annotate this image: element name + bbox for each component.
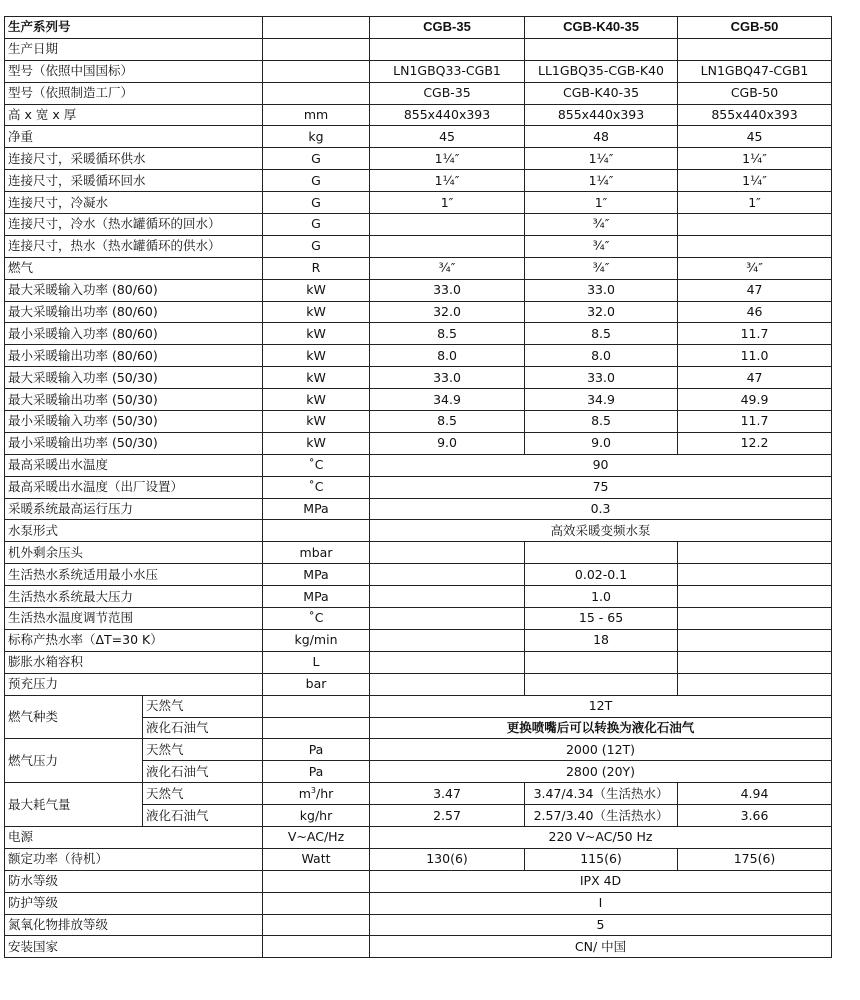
- row-label: 机外剩余压头: [5, 542, 263, 564]
- value-cell: 90: [370, 454, 832, 476]
- unit-cell: kW: [263, 301, 370, 323]
- row-label: 最大采暖输出功率 (50/30): [5, 389, 263, 411]
- unit-tail: /hr: [316, 785, 334, 801]
- unit-cell: kW: [263, 367, 370, 389]
- value-cell: 3.47/4.34（生活热水）: [525, 783, 678, 805]
- value-cell: 2000 (12T): [370, 739, 832, 761]
- unit-cell: kg/hr: [263, 805, 370, 827]
- unit-cell: kg: [263, 126, 370, 148]
- value-cell: ¾″: [370, 257, 525, 279]
- value-cell: 855x440x393: [370, 104, 525, 126]
- table-row: [5, 520, 832, 542]
- value-cell: 32.0: [525, 301, 678, 323]
- value-cell: 9.0: [525, 432, 678, 454]
- value-cell: [370, 651, 525, 673]
- value-cell: CGB-50: [678, 82, 832, 104]
- value-cell: [525, 673, 678, 695]
- row-label: 采暖系统最高运行压力: [5, 498, 263, 520]
- table-row: [5, 323, 832, 345]
- value-cell: CN/ 中国: [370, 936, 832, 958]
- value-cell: 45: [678, 126, 832, 148]
- row-label: 最小采暖输入功率 (50/30): [5, 411, 263, 433]
- value-cell: 5: [370, 914, 832, 936]
- unit-cell: [263, 82, 370, 104]
- value-cell: 11.7: [678, 411, 832, 433]
- value-cell: 8.0: [525, 345, 678, 367]
- value-cell: I: [370, 892, 832, 914]
- unit-sup: 3: [310, 785, 317, 795]
- unit-cell: V~AC/Hz: [263, 826, 370, 848]
- value-cell: CGB-35: [370, 82, 525, 104]
- value-cell: [370, 235, 525, 257]
- value-cell: [370, 38, 525, 60]
- unit-cell: kW: [263, 432, 370, 454]
- row-label: 燃气压力: [5, 739, 143, 783]
- spec-table: [4, 16, 832, 958]
- unit-cell: kW: [263, 389, 370, 411]
- unit-cell: MPa: [263, 498, 370, 520]
- unit-cell: mm: [263, 104, 370, 126]
- unit-cell: Pa: [263, 739, 370, 761]
- value-cell: CGB-K40-35: [525, 82, 678, 104]
- table-row: [5, 651, 832, 673]
- row-label: 生活热水系统最大压力: [5, 586, 263, 608]
- row-label: 预充压力: [5, 673, 263, 695]
- value-cell: [678, 586, 832, 608]
- value-cell: [370, 214, 525, 236]
- sub-label: 液化石油气: [143, 805, 263, 827]
- row-label: 生活热水系统适用最小水压: [5, 564, 263, 586]
- table-row: [5, 104, 832, 126]
- table-row: [5, 608, 832, 630]
- value-cell: 12T: [370, 695, 832, 717]
- unit-cell: MPa: [263, 586, 370, 608]
- table-row: [5, 936, 832, 958]
- value-cell: 2800 (20Y): [370, 761, 832, 783]
- value-cell: [678, 235, 832, 257]
- value-cell: 220 V~AC/50 Hz: [370, 826, 832, 848]
- value-cell: 2.57/3.40（生活热水）: [525, 805, 678, 827]
- table-row: [5, 586, 832, 608]
- unit-cell: Pa: [263, 761, 370, 783]
- value-cell: LN1GBQ33-CGB1: [370, 60, 525, 82]
- value-cell: 1.0: [525, 586, 678, 608]
- unit-cell: [263, 783, 370, 805]
- value-cell: 0.3: [370, 498, 832, 520]
- value-cell: 33.0: [525, 367, 678, 389]
- value-cell: 46: [678, 301, 832, 323]
- value-cell: [525, 38, 678, 60]
- value-cell: 47: [678, 279, 832, 301]
- table-row: [5, 60, 832, 82]
- unit-cell: kW: [263, 323, 370, 345]
- value-cell: 11.0: [678, 345, 832, 367]
- table-row: [5, 235, 832, 257]
- unit-cell: R: [263, 257, 370, 279]
- row-label: 最高采暖出水温度: [5, 454, 263, 476]
- value-cell: [678, 38, 832, 60]
- value-cell: 0.02-0.1: [525, 564, 678, 586]
- unit-cell: MPa: [263, 564, 370, 586]
- value-cell: 8.5: [525, 411, 678, 433]
- value-cell: 4.94: [678, 783, 832, 805]
- row-label: 额定功率（待机）: [5, 848, 263, 870]
- sub-label: 天然气: [143, 783, 263, 805]
- value-cell: 855x440x393: [678, 104, 832, 126]
- value-cell: ¾″: [525, 235, 678, 257]
- value-cell: 1″: [370, 192, 525, 214]
- value-cell: 34.9: [525, 389, 678, 411]
- table-row: [5, 257, 832, 279]
- unit-cell: [263, 936, 370, 958]
- value-cell: 130(6): [370, 848, 525, 870]
- table-row: [5, 279, 832, 301]
- row-label: 防护等级: [5, 892, 263, 914]
- unit-cell: kW: [263, 411, 370, 433]
- row-label: 最大采暖输入功率 (50/30): [5, 367, 263, 389]
- unit-cell: G: [263, 170, 370, 192]
- unit-cell: G: [263, 148, 370, 170]
- value-cell: 175(6): [678, 848, 832, 870]
- row-label: 最大采暖输入功率 (80/60): [5, 279, 263, 301]
- table-row: [5, 214, 832, 236]
- table-row: [5, 564, 832, 586]
- value-cell: 33.0: [370, 279, 525, 301]
- value-cell: [370, 542, 525, 564]
- table-row: [5, 389, 832, 411]
- unit-cell: mbar: [263, 542, 370, 564]
- table-row: [5, 695, 832, 717]
- sub-label: 液化石油气: [143, 761, 263, 783]
- value-cell: [370, 586, 525, 608]
- model-header-1: CGB-35: [370, 17, 525, 39]
- unit-cell: kW: [263, 345, 370, 367]
- row-label: 标称产热水率（ΔT=30 K）: [5, 629, 263, 651]
- table-row: [5, 498, 832, 520]
- value-cell: 3.47: [370, 783, 525, 805]
- value-cell: 47: [678, 367, 832, 389]
- sub-label: 天然气: [143, 739, 263, 761]
- row-label: 水泵形式: [5, 520, 263, 542]
- row-label: 连接尺寸，热水（热水罐循环的供水）: [5, 235, 263, 257]
- value-cell: 1¼″: [370, 170, 525, 192]
- unit-cell: ˚C: [263, 454, 370, 476]
- value-cell: 115(6): [525, 848, 678, 870]
- row-label: 生活热水温度调节范围: [5, 608, 263, 630]
- unit-cell: kW: [263, 279, 370, 301]
- value-cell: [678, 629, 832, 651]
- row-label: 净重: [5, 126, 263, 148]
- table-row: [5, 739, 832, 761]
- table-row: [5, 126, 832, 148]
- value-cell: [370, 564, 525, 586]
- value-cell: 12.2: [678, 432, 832, 454]
- value-cell: 1¼″: [678, 148, 832, 170]
- table-row: [5, 629, 832, 651]
- table-row: [5, 826, 832, 848]
- unit-cell: [263, 38, 370, 60]
- table-header-row: [5, 17, 832, 39]
- table-row: [5, 411, 832, 433]
- table-row: [5, 783, 832, 805]
- table-row: [5, 914, 832, 936]
- row-label: 燃气种类: [5, 695, 143, 739]
- unit-cell: G: [263, 235, 370, 257]
- value-cell: 2.57: [370, 805, 525, 827]
- sub-label: 液化石油气: [143, 717, 263, 739]
- unit-cell: L: [263, 651, 370, 673]
- unit-cell: bar: [263, 673, 370, 695]
- table-row: [5, 301, 832, 323]
- table-row: [5, 476, 832, 498]
- row-label: 最小采暖输出功率 (80/60): [5, 345, 263, 367]
- row-label: 连接尺寸，采暖循环供水: [5, 148, 263, 170]
- value-cell: 8.5: [370, 411, 525, 433]
- unit-cell: [263, 892, 370, 914]
- unit-cell: [263, 695, 370, 717]
- row-label: 最高采暖出水温度（出厂设置）: [5, 476, 263, 498]
- value-cell: 8.5: [370, 323, 525, 345]
- row-label: 最小采暖输入功率 (80/60): [5, 323, 263, 345]
- table-row: [5, 432, 832, 454]
- row-label: 膨胀水箱容积: [5, 651, 263, 673]
- value-cell: 1″: [525, 192, 678, 214]
- value-cell: 1″: [678, 192, 832, 214]
- model-header-3: CGB-50: [678, 17, 832, 39]
- value-cell: 33.0: [370, 367, 525, 389]
- value-cell: 9.0: [370, 432, 525, 454]
- value-cell: 855x440x393: [525, 104, 678, 126]
- table-row: [5, 345, 832, 367]
- value-cell: 15 - 65: [525, 608, 678, 630]
- value-cell: 8.0: [370, 345, 525, 367]
- unit-cell: [263, 520, 370, 542]
- table-row: [5, 870, 832, 892]
- row-label: 电源: [5, 826, 263, 848]
- unit-cell: ˚C: [263, 608, 370, 630]
- value-cell: 45: [370, 126, 525, 148]
- table-row: [5, 170, 832, 192]
- unit-cell: ˚C: [263, 476, 370, 498]
- value-cell: 更换喷嘴后可以转换为液化石油气: [370, 717, 832, 739]
- value-cell: [370, 629, 525, 651]
- model-header-2: CGB-K40-35: [525, 17, 678, 39]
- unit-cell: Watt: [263, 848, 370, 870]
- row-label: 生产日期: [5, 38, 263, 60]
- table-row: [5, 454, 832, 476]
- row-label: 连接尺寸，冷水（热水罐循环的回水）: [5, 214, 263, 236]
- unit-cell: [263, 60, 370, 82]
- row-label: 连接尺寸，冷凝水: [5, 192, 263, 214]
- value-cell: 1¼″: [525, 170, 678, 192]
- series-label: 生产系列号: [5, 17, 263, 39]
- value-cell: [370, 673, 525, 695]
- value-cell: ¾″: [678, 257, 832, 279]
- table-row: [5, 848, 832, 870]
- value-cell: [678, 673, 832, 695]
- unit-cell: [263, 870, 370, 892]
- row-label: 连接尺寸，采暖循环回水: [5, 170, 263, 192]
- value-cell: 49.9: [678, 389, 832, 411]
- value-cell: 1¼″: [370, 148, 525, 170]
- value-cell: 1¼″: [525, 148, 678, 170]
- unit-cell: G: [263, 192, 370, 214]
- value-cell: 3.66: [678, 805, 832, 827]
- unit-cell: kg/min: [263, 629, 370, 651]
- table-row: [5, 673, 832, 695]
- row-label: 最大采暖输出功率 (80/60): [5, 301, 263, 323]
- unit-base: m: [298, 785, 311, 801]
- value-cell: 18: [525, 629, 678, 651]
- value-cell: IPX 4D: [370, 870, 832, 892]
- table-row: [5, 892, 832, 914]
- value-cell: [370, 608, 525, 630]
- value-cell: LN1GBQ47-CGB1: [678, 60, 832, 82]
- spec-table-container: [4, 16, 831, 958]
- unit-cell: [263, 717, 370, 739]
- row-label: 氮氧化物排放等级: [5, 914, 263, 936]
- table-row: [5, 367, 832, 389]
- table-row: [5, 82, 832, 104]
- sub-label: 天然气: [143, 695, 263, 717]
- value-cell: 32.0: [370, 301, 525, 323]
- value-cell: 8.5: [525, 323, 678, 345]
- value-cell: ¾″: [525, 214, 678, 236]
- table-row: [5, 542, 832, 564]
- row-label: 型号（依照中国国标）: [5, 60, 263, 82]
- table-row: [5, 192, 832, 214]
- value-cell: [678, 542, 832, 564]
- unit-cell: [263, 17, 370, 39]
- value-cell: LL1GBQ35-CGB-K40: [525, 60, 678, 82]
- value-cell: 33.0: [525, 279, 678, 301]
- value-cell: [678, 564, 832, 586]
- row-label: 防水等级: [5, 870, 263, 892]
- value-cell: 11.7: [678, 323, 832, 345]
- value-cell: 34.9: [370, 389, 525, 411]
- value-cell: [525, 542, 678, 564]
- value-cell: [678, 651, 832, 673]
- value-cell: [678, 214, 832, 236]
- value-cell: 1¼″: [678, 170, 832, 192]
- value-cell: 48: [525, 126, 678, 148]
- value-cell: 75: [370, 476, 832, 498]
- unit-cell: G: [263, 214, 370, 236]
- row-label: 最小采暖输出功率 (50/30): [5, 432, 263, 454]
- value-cell: 高效采暖变频水泵: [370, 520, 832, 542]
- value-cell: [678, 608, 832, 630]
- unit-cell: [263, 914, 370, 936]
- row-label: 高 x 宽 x 厚: [5, 104, 263, 126]
- row-label: 安装国家: [5, 936, 263, 958]
- row-label: 燃气: [5, 257, 263, 279]
- table-row: [5, 38, 832, 60]
- value-cell: ¾″: [525, 257, 678, 279]
- row-label: 最大耗气量: [5, 783, 143, 827]
- row-label: 型号（依照制造工厂）: [5, 82, 263, 104]
- table-row: [5, 148, 832, 170]
- value-cell: [525, 651, 678, 673]
